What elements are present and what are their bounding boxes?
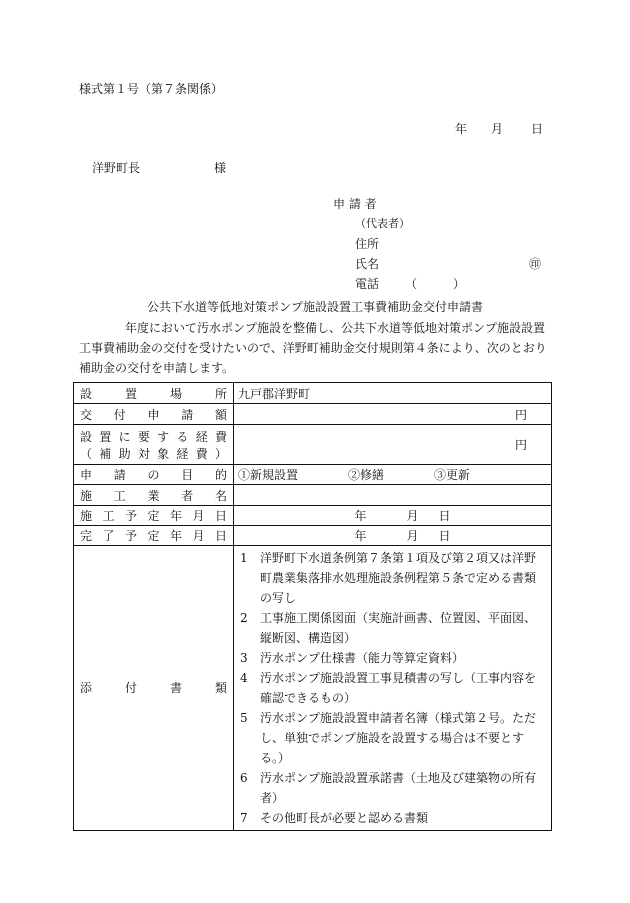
- start-date-label: 施工予定年月日: [80, 509, 227, 523]
- end-date-label: 完了予定年月日: [80, 529, 227, 543]
- attachment-item: [240, 548, 545, 608]
- grant-amount-field[interactable]: [234, 404, 552, 425]
- location-value[interactable]: 九戸郡洋野町: [234, 383, 552, 404]
- attachment-item: [240, 668, 545, 708]
- cost-amount-field[interactable]: [234, 425, 552, 465]
- attachment-text: 工事施工関係図面（実施計画書、位置図、平面図、縦断図、構造図）: [260, 611, 537, 645]
- cost-label-1: 設置に要する経費: [80, 429, 227, 444]
- row-attachments: [74, 546, 552, 831]
- date-year: 年: [455, 122, 468, 136]
- attachment-text: 洋野町下水道条例第７条第１項及び第２項又は洋野町農業集落排水処理施設条例程第５条で定める書類の写し: [260, 551, 537, 605]
- applicant-phone-parens: （ ）: [405, 277, 466, 291]
- attachment-num: 4: [240, 671, 248, 685]
- intro-paragraph: [79, 318, 559, 378]
- attachment-num: 1: [240, 551, 248, 565]
- start-year: 年: [354, 509, 367, 523]
- attachment-text: 汚水ポンプ施設設置工事見積書の写し（工事内容を確認できるもの）: [260, 671, 537, 705]
- applicant-heading: 申 請 者: [333, 197, 377, 211]
- row-purpose: [74, 465, 552, 485]
- purpose-option-new[interactable]: ①新規設置: [238, 468, 299, 482]
- grant-yen-unit: 円: [514, 407, 527, 422]
- end-month: 月: [406, 529, 419, 543]
- attachment-item: [240, 808, 545, 828]
- start-day: 日: [438, 509, 451, 523]
- cost-yen-unit: 円: [514, 438, 527, 452]
- attachment-num: 7: [240, 811, 248, 825]
- addressee-name: 洋野町長: [92, 161, 141, 175]
- attachment-num: 6: [240, 771, 248, 785]
- date-month: 月: [491, 122, 504, 136]
- row-start-date: [74, 506, 552, 526]
- start-month: 月: [406, 509, 419, 523]
- start-date-field[interactable]: [234, 506, 552, 526]
- grant-label: 交付申請額: [80, 407, 227, 422]
- seal-mark: ㊞: [529, 257, 542, 271]
- attachments-label: 添付書類: [80, 681, 227, 695]
- date-line: [455, 120, 543, 137]
- row-grant-amount: [74, 404, 552, 425]
- attachment-text: その他町長が必要と認める書類: [260, 811, 429, 825]
- purpose-option-renewal[interactable]: ③更新: [434, 468, 471, 482]
- end-date-field[interactable]: [234, 526, 552, 546]
- intro-line-1: 年度において汚水ポンプ施設を整備し、公共下水道等低地対策ポンプ施設設置: [125, 321, 546, 335]
- date-day: 日: [531, 122, 544, 136]
- applicant-phone-label: 電話: [355, 277, 380, 291]
- cost-label-2: （補助対象経費）: [80, 446, 227, 461]
- end-year: 年: [354, 529, 367, 543]
- contractor-field[interactable]: [234, 485, 552, 506]
- attachment-item: [240, 708, 545, 768]
- application-table: [73, 382, 552, 831]
- attachment-text: 汚水ポンプ施設設置申請者名簿（様式第２号。ただし、単独でポンプ施設を設置する場合は不要とする。）: [260, 711, 537, 765]
- row-end-date: [74, 526, 552, 546]
- addressee: [92, 159, 226, 176]
- attachment-item: [240, 768, 545, 808]
- contractor-label: 施工業者名: [80, 488, 227, 503]
- row-contractor: [74, 485, 552, 506]
- end-day: 日: [438, 529, 451, 543]
- attachment-num: 3: [240, 651, 248, 665]
- purpose-options: [234, 465, 552, 485]
- applicant-name-label: 氏名: [355, 257, 380, 271]
- attachment-num: 5: [240, 711, 248, 725]
- row-cost: [74, 425, 552, 465]
- attachment-text: 汚水ポンプ施設設置承諾書（土地及び建築物の所有者）: [260, 771, 537, 805]
- attachment-item: [240, 648, 545, 668]
- attachment-item: [240, 608, 545, 648]
- purpose-label: 申請の目的: [80, 468, 227, 482]
- attachment-text: 汚水ポンプ仕様書（能力等算定資料）: [260, 651, 465, 665]
- attachment-num: 2: [240, 611, 248, 625]
- applicant-address-label: 住所: [355, 237, 380, 251]
- intro-line-2: 工事費補助金の交付を受けたいので、洋野町補助金交付規則第４条により、次のとおり: [79, 341, 547, 355]
- purpose-option-repair[interactable]: ②修繕: [348, 468, 385, 482]
- location-label: 設置場所: [80, 386, 227, 401]
- intro-line-3: 補助金の交付を申請します。: [79, 361, 235, 375]
- document-title: 公共下水道等低地対策ポンプ施設設置工事費補助金交付申請書: [146, 300, 483, 314]
- row-location: [74, 383, 552, 404]
- addressee-suffix: 様: [214, 161, 227, 175]
- form-number: 様式第１号（第７条関係）: [79, 82, 224, 96]
- attachments-list: [234, 546, 552, 831]
- applicant-representative: （代表者）: [355, 217, 410, 230]
